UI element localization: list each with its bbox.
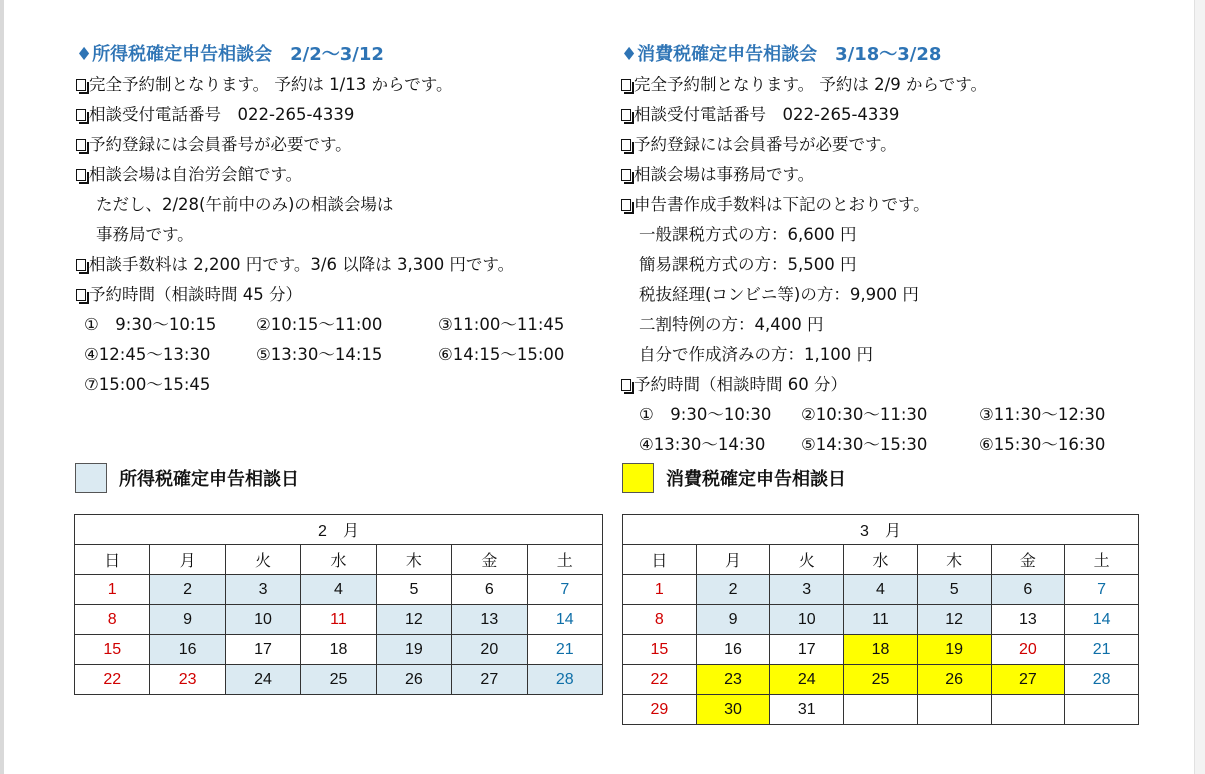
checkbox-bullet-icon (76, 79, 86, 91)
day-cell: 11 (844, 605, 918, 635)
fee-item: 簡易課税方式の方：5,500 円 (639, 255, 857, 274)
checkbox-bullet-icon (621, 169, 631, 181)
income-legend-label: 所得税確定申告相談日 (119, 469, 299, 490)
day-cell: 31 (770, 695, 844, 725)
time-slot: ⑤14:30～15:30 (801, 435, 928, 454)
consumption-member-line: 予約登録には会員番号が必要です。 (621, 130, 1141, 160)
consumption-phone-line: 相談受付電話番号 022-265-4339 (621, 100, 1141, 130)
weekday-cell: 金 (991, 545, 1065, 575)
consumption-time-slots (621, 400, 1141, 460)
day-cell: 9 (150, 605, 225, 635)
time-slot: ① 9:30～10:30 (639, 405, 772, 424)
day-cell: 27 (452, 665, 527, 695)
day-cell: 13 (991, 605, 1065, 635)
consumption-venue-line: 相談会場は事務局です。 (621, 160, 1141, 190)
week-row (623, 695, 1139, 725)
page-left-edge (0, 0, 4, 774)
consumption-legend (622, 462, 846, 494)
time-slot: ④12:45～13:30 (84, 345, 211, 364)
weekday-cell: 月 (150, 545, 225, 575)
weekday-cell: 日 (623, 545, 697, 575)
day-cell: 24 (225, 665, 300, 695)
day-cell: 1 (75, 575, 150, 605)
day-cell: 20 (991, 635, 1065, 665)
day-cell: 24 (770, 665, 844, 695)
checkbox-bullet-icon (76, 169, 86, 181)
consumption-tax-section (621, 40, 1141, 460)
weekday-cell: 土 (527, 545, 602, 575)
consumption-legend-label: 消費税確定申告相談日 (666, 469, 846, 490)
checkbox-bullet-icon (76, 259, 86, 271)
day-cell: 4 (844, 575, 918, 605)
day-cell: 11 (301, 605, 376, 635)
day-cell: 10 (225, 605, 300, 635)
consumption-reservation-line: 完全予約制となります。 予約は 2/9 からです。 (621, 70, 1141, 100)
checkbox-bullet-icon (76, 289, 86, 301)
day-cell: 25 (301, 665, 376, 695)
day-cell: 27 (991, 665, 1065, 695)
consumption-legend-swatch (622, 463, 654, 493)
week-row (75, 635, 603, 665)
income-reservation-line: 完全予約制となります。 予約は 1/13 からです。 (76, 70, 596, 100)
day-cell: 3 (225, 575, 300, 605)
day-cell: 21 (527, 635, 602, 665)
weekday-cell: 月 (696, 545, 770, 575)
day-cell: 6 (452, 575, 527, 605)
weekday-row (75, 545, 603, 575)
weekday-row (623, 545, 1139, 575)
day-cell: 2 (696, 575, 770, 605)
day-cell: 14 (527, 605, 602, 635)
income-tax-title: ♦所得税確定申告相談会 2/2～3/12 (76, 44, 384, 65)
day-cell: 19 (917, 635, 991, 665)
income-legend-swatch (75, 463, 107, 493)
day-cell: 22 (75, 665, 150, 695)
day-cell: 12 (917, 605, 991, 635)
fee-item: 二割特例の方：4,400 円 (639, 315, 824, 334)
day-cell: 8 (75, 605, 150, 635)
income-venue-line: 相談会場は自治労会館です。 (76, 160, 596, 190)
day-cell: 4 (301, 575, 376, 605)
day-cell: 23 (150, 665, 225, 695)
day-cell: 20 (452, 635, 527, 665)
day-cell: 9 (696, 605, 770, 635)
weekday-cell: 火 (770, 545, 844, 575)
day-cell: 30 (696, 695, 770, 725)
checkbox-bullet-icon (621, 199, 631, 211)
time-slot: ③11:30～12:30 (979, 405, 1106, 424)
day-cell: 12 (376, 605, 451, 635)
weekday-cell: 木 (376, 545, 451, 575)
day-cell: 25 (844, 665, 918, 695)
day-cell: 5 (376, 575, 451, 605)
checkbox-bullet-icon (76, 139, 86, 151)
fee-item: 税抜経理(コンビニ等)の方：9,900 円 (639, 285, 919, 304)
calendar-month-header: 3 月 (623, 515, 1139, 545)
day-cell: 18 (301, 635, 376, 665)
day-cell: 28 (1065, 665, 1139, 695)
day-cell: 22 (623, 665, 697, 695)
day-cell: 14 (1065, 605, 1139, 635)
week-row (75, 665, 603, 695)
day-cell: 23 (696, 665, 770, 695)
day-cell: 13 (452, 605, 527, 635)
day-cell: 6 (991, 575, 1065, 605)
time-slot: ②10:15～11:00 (256, 315, 383, 334)
day-cell: 19 (376, 635, 451, 665)
time-slot: ① 9:30～10:15 (84, 315, 217, 334)
fee-item: 一般課税方式の方：6,600 円 (639, 225, 857, 244)
income-phone-line: 相談受付電話番号 022-265-4339 (76, 100, 596, 130)
february-calendar (74, 514, 603, 695)
day-cell: 2 (150, 575, 225, 605)
day-cell: 7 (527, 575, 602, 605)
income-fee-line: 相談手数料は 2,200 円です。3/6 以降は 3,300 円です。 (76, 250, 596, 280)
day-cell: 3 (770, 575, 844, 605)
day-cell: 5 (917, 575, 991, 605)
time-slot: ⑤13:30～14:15 (256, 345, 383, 364)
consumption-time-heading: 予約時間（相談時間 60 分） (621, 370, 1141, 400)
week-row (623, 665, 1139, 695)
week-row (623, 575, 1139, 605)
day-cell: 29 (623, 695, 697, 725)
checkbox-bullet-icon (621, 109, 631, 121)
day-cell: 1 (623, 575, 697, 605)
income-time-heading: 予約時間（相談時間 45 分） (76, 280, 596, 310)
weekday-cell: 金 (452, 545, 527, 575)
week-row (623, 635, 1139, 665)
calendar-month-header: 2 月 (75, 515, 603, 545)
time-slot: ③11:00～11:45 (438, 315, 565, 334)
day-cell: 17 (225, 635, 300, 665)
day-cell (917, 695, 991, 725)
march-calendar (622, 514, 1139, 725)
week-row (623, 605, 1139, 635)
income-legend (75, 462, 299, 494)
day-cell: 18 (844, 635, 918, 665)
consumption-fee-heading: 申告書作成手数料は下記のとおりです。 (621, 190, 1141, 220)
weekday-cell: 木 (917, 545, 991, 575)
day-cell: 10 (770, 605, 844, 635)
income-tax-section (76, 40, 596, 400)
checkbox-bullet-icon (621, 139, 631, 151)
income-member-line: 予約登録には会員番号が必要です。 (76, 130, 596, 160)
time-slot: ⑦15:00～15:45 (84, 375, 211, 394)
time-slot: ④13:30～14:30 (639, 435, 766, 454)
day-cell (844, 695, 918, 725)
income-venue-note-2: 事務局です。 (96, 225, 194, 244)
day-cell: 15 (623, 635, 697, 665)
day-cell: 15 (75, 635, 150, 665)
weekday-cell: 水 (301, 545, 376, 575)
day-cell: 28 (527, 665, 602, 695)
weekday-cell: 土 (1065, 545, 1139, 575)
day-cell: 26 (917, 665, 991, 695)
weekday-cell: 水 (844, 545, 918, 575)
checkbox-bullet-icon (621, 379, 631, 391)
day-cell: 21 (1065, 635, 1139, 665)
checkbox-bullet-icon (621, 79, 631, 91)
fee-item: 自分で作成済みの方：1,100 円 (639, 345, 873, 364)
day-cell: 16 (696, 635, 770, 665)
day-cell: 17 (770, 635, 844, 665)
day-cell: 16 (150, 635, 225, 665)
weekday-cell: 日 (75, 545, 150, 575)
consumption-tax-title: ♦消費税確定申告相談会 3/18～3/28 (621, 44, 942, 65)
checkbox-bullet-icon (76, 109, 86, 121)
time-slot: ⑥15:30～16:30 (979, 435, 1106, 454)
week-row (75, 575, 603, 605)
time-slot: ⑥14:15～15:00 (438, 345, 565, 364)
day-cell (1065, 695, 1139, 725)
day-cell: 26 (376, 665, 451, 695)
income-time-slots (76, 310, 596, 400)
income-venue-note-1: ただし、2/28(午前中のみ)の相談会場は (96, 195, 394, 214)
week-row (75, 605, 603, 635)
day-cell: 8 (623, 605, 697, 635)
day-cell (991, 695, 1065, 725)
time-slot: ②10:30～11:30 (801, 405, 928, 424)
vertical-scrollbar[interactable] (1194, 0, 1205, 774)
weekday-cell: 火 (225, 545, 300, 575)
day-cell: 7 (1065, 575, 1139, 605)
